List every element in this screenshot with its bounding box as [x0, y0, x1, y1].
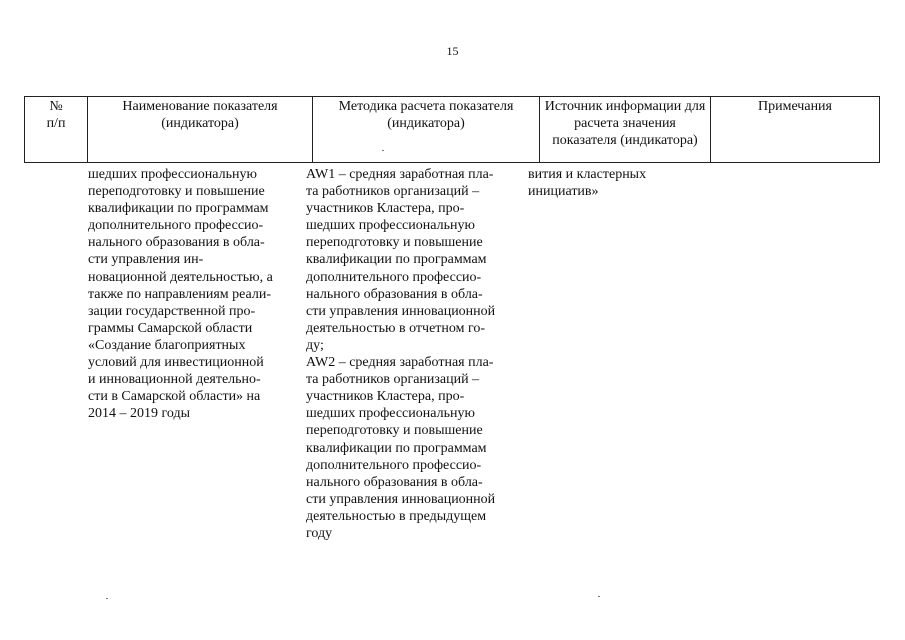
cell-source: вития и кластерных инициатив»: [528, 167, 647, 200]
header-num: № п/п: [25, 97, 88, 163]
scan-speck: [382, 150, 384, 151]
cell-method: AW1 – средняя заработная пла- та работников организаций – участников Кластера, про- шедших профессиональную переподготовку и повышение квалификации по программам дополнительного профессио- нального образования в обла- сти управления инновационной деятельностью в отчетном го- ду; AW2 – средняя заработная пла- та работников организаций – участников Кластера, про- шедших профессиональную переподготовку и повышение квалификации по программам дополнительного профессио- нального образования в обла- сти управления инновационной деятельностью в предыдущем году: [306, 167, 496, 541]
indicator-table-header: [24, 96, 880, 163]
header-name: Наименование показателя (индикатора): [88, 97, 313, 163]
page-number: 15: [446, 44, 459, 58]
table-header-row: [25, 97, 880, 163]
scan-speck: [106, 598, 108, 599]
header-method: Методика расчета показателя (индикатора): [313, 97, 540, 163]
header-source: Источник информации для расчета значения показателя (индикатора): [540, 97, 711, 163]
header-notes: Примечания: [711, 97, 880, 163]
cell-name: шедших профессиональную переподготовку и повышение квалификации по программам дополнительного профессио- нального образования в обла- сти управления ин- новационной деятельностью, а также по направлениям реали- зации государственной про- граммы Самарской области «Создание благоприятных условий для инвестиционной и инновационной деятельно- сти в Самарской области» на 2014 – 2019 годы: [88, 167, 273, 422]
scan-speck: [598, 596, 600, 597]
